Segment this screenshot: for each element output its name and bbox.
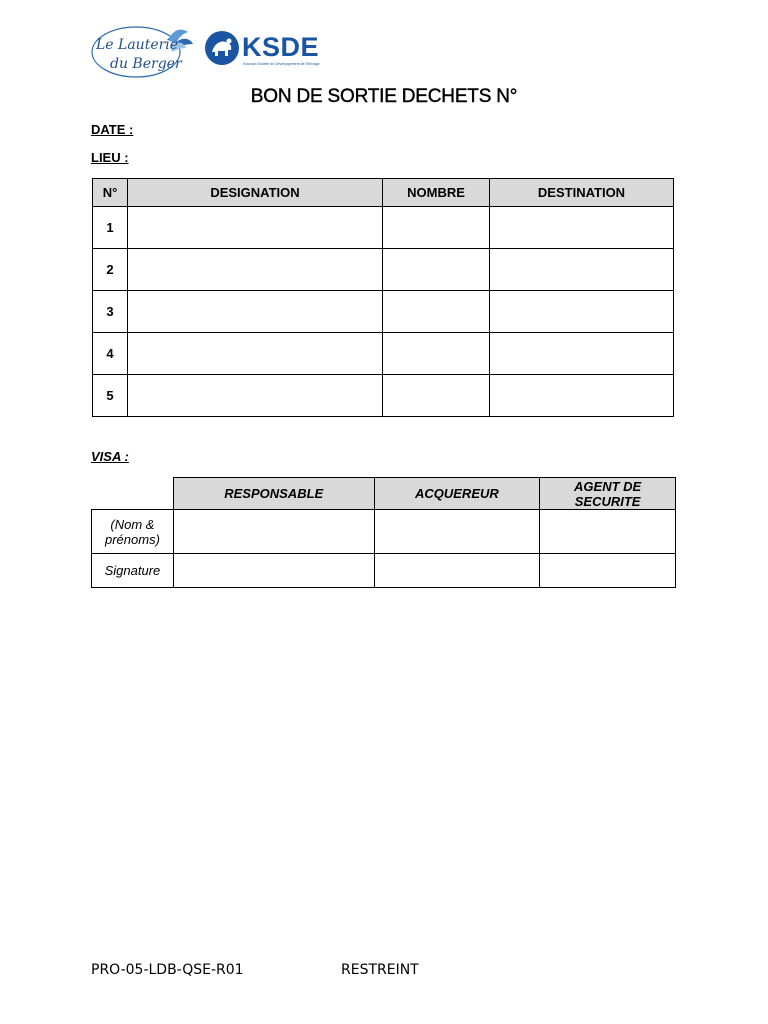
table-row <box>93 375 674 417</box>
table-row <box>93 249 674 291</box>
visa-corner-cell <box>92 478 174 510</box>
designation-cell[interactable] <box>128 249 383 291</box>
ksde-wordmark: KSDE <box>242 32 320 62</box>
destination-cell[interactable] <box>490 291 674 333</box>
header-logos <box>90 22 330 80</box>
visa-name-row <box>92 510 676 554</box>
row-number: 5 <box>93 375 128 417</box>
nombre-cell[interactable] <box>383 249 490 291</box>
svg-text:Le Lauterie: Le Lauterie <box>96 37 179 53</box>
ksde-logo <box>204 30 322 70</box>
document-title: BON DE SORTIE DECHETS N° <box>250 86 518 107</box>
svg-text:du Berger: du Berger <box>110 56 182 72</box>
lauterie-du-berger-logo <box>90 22 194 80</box>
destination-cell[interactable] <box>490 249 674 291</box>
agent-securite-signature-cell[interactable] <box>540 554 676 588</box>
nombre-cell[interactable] <box>383 333 490 375</box>
responsable-name-cell[interactable] <box>173 510 374 554</box>
destination-cell[interactable] <box>490 333 674 375</box>
designation-cell[interactable] <box>128 333 383 375</box>
designation-cell[interactable] <box>128 375 383 417</box>
row-number: 2 <box>93 249 128 291</box>
row-label-signature: Signature <box>92 554 174 588</box>
column-header-designation: DESIGNATION <box>128 179 383 207</box>
destination-cell[interactable] <box>490 375 674 417</box>
footer-document-code: PRO-05-LDB-QSE-R01 <box>91 962 244 978</box>
date-label: DATE : <box>91 122 134 137</box>
row-label-nom-prenoms: (Nom & prénoms) <box>92 510 174 554</box>
agent-securite-name-cell[interactable] <box>540 510 676 554</box>
ksde-emblem-icon <box>204 30 240 66</box>
column-header-number: N° <box>93 179 128 207</box>
column-header-destination: DESTINATION <box>490 179 674 207</box>
waste-table-header-row <box>93 179 674 207</box>
row-number: 4 <box>93 333 128 375</box>
destination-cell[interactable] <box>490 207 674 249</box>
visa-header-row <box>92 478 676 510</box>
table-row <box>93 207 674 249</box>
designation-cell[interactable] <box>128 291 383 333</box>
column-header-nombre: NOMBRE <box>383 179 490 207</box>
responsable-signature-cell[interactable] <box>173 554 374 588</box>
waste-table <box>92 178 674 417</box>
table-row <box>93 291 674 333</box>
column-header-responsable: RESPONSABLE <box>173 478 374 510</box>
acquereur-signature-cell[interactable] <box>374 554 540 588</box>
lieu-label: LIEU : <box>91 150 129 165</box>
ksde-tagline: Koussan Société de Développement de l'Elevage <box>243 62 320 66</box>
nombre-cell[interactable] <box>383 291 490 333</box>
table-row <box>93 333 674 375</box>
nombre-cell[interactable] <box>383 207 490 249</box>
visa-signature-row <box>92 554 676 588</box>
nombre-cell[interactable] <box>383 375 490 417</box>
row-number: 1 <box>93 207 128 249</box>
row-number: 3 <box>93 291 128 333</box>
visa-label: VISA : <box>91 449 129 464</box>
acquereur-name-cell[interactable] <box>374 510 540 554</box>
column-header-acquereur: ACQUEREUR <box>374 478 540 510</box>
designation-cell[interactable] <box>128 207 383 249</box>
visa-table <box>91 477 676 588</box>
column-header-agent-securite: AGENT DE SECURITE <box>540 478 676 510</box>
footer-classification: RESTREINT <box>341 962 419 978</box>
